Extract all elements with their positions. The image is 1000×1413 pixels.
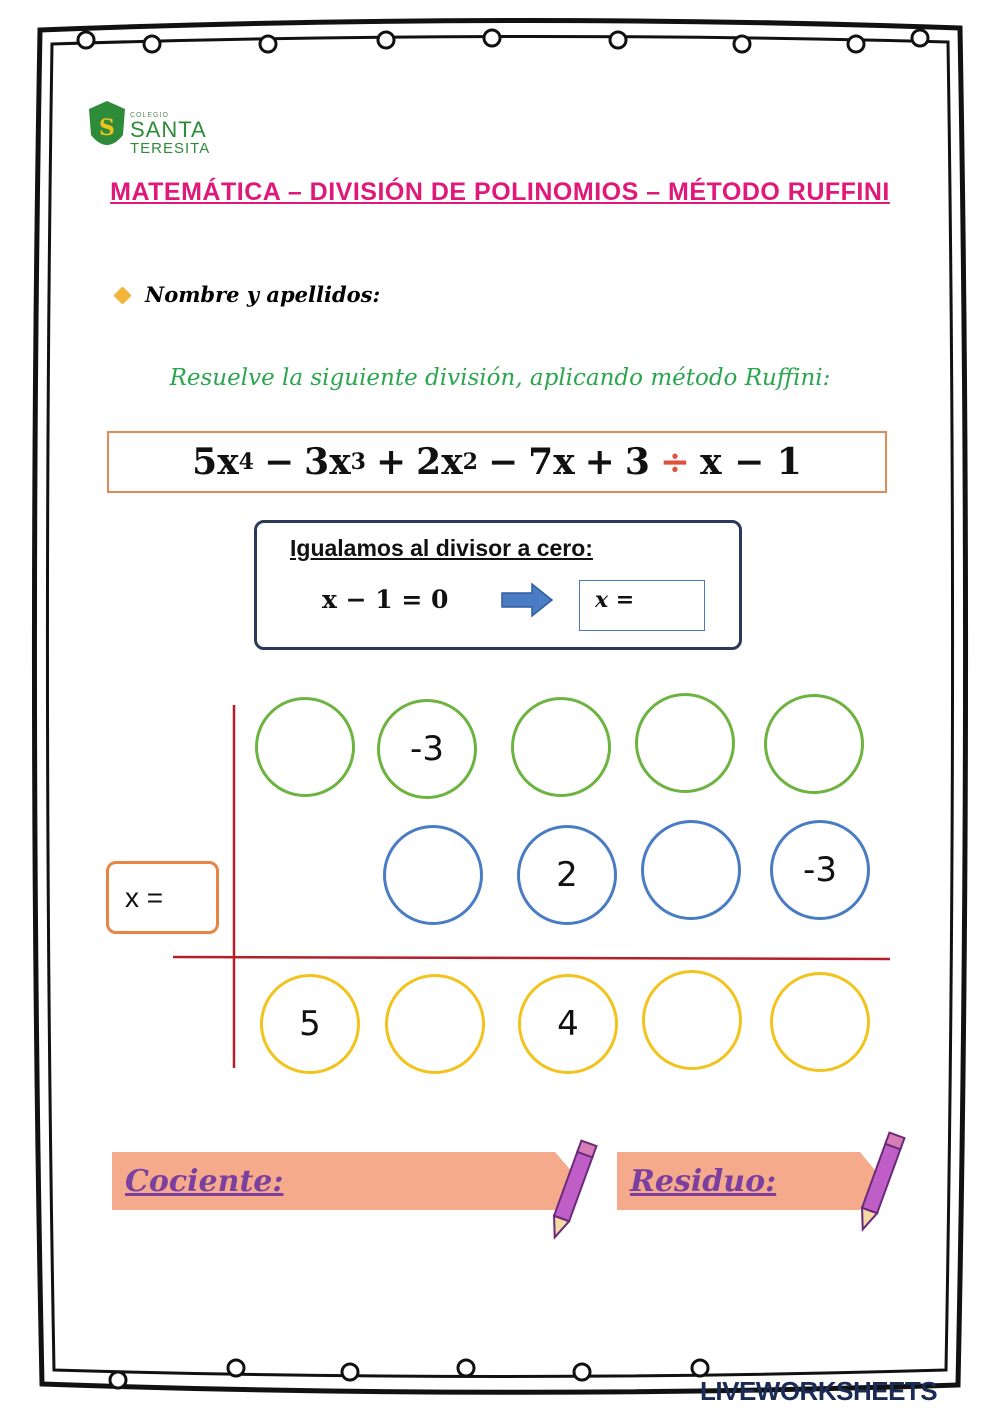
term-2: 3x: [304, 441, 351, 483]
row2-cell-3[interactable]: [641, 820, 741, 920]
watermark: LIVEWORKSHEETS: [700, 1376, 938, 1406]
row3-cell-3: 4: [518, 974, 618, 1074]
divisor-zero-equation: x − 1 = 0: [322, 585, 449, 614]
svg-text:S: S: [99, 115, 115, 141]
row3-cell-1: 5: [260, 974, 360, 1074]
row2-cell-4: -3: [770, 820, 870, 920]
row2-cell-2: 2: [517, 825, 617, 925]
op-1: −: [263, 441, 295, 483]
residuo-field[interactable]: Residuo:: [630, 1164, 777, 1199]
school-logo-icon: [87, 99, 127, 157]
row3-cell-2[interactable]: [385, 974, 485, 1074]
school-logo-text: [130, 112, 210, 156]
op-3: −: [487, 441, 519, 483]
row1-cell-4[interactable]: [635, 693, 735, 793]
term-3: 2x: [416, 441, 463, 483]
row1-cell-1[interactable]: [255, 697, 355, 797]
row2-cell-1[interactable]: [383, 825, 483, 925]
logo-line1: SANTA: [130, 117, 207, 142]
row1-cell-3[interactable]: [511, 697, 611, 797]
row1-cell-5[interactable]: [764, 694, 864, 794]
term-4: 7x: [528, 441, 575, 483]
term-1: 5x: [192, 441, 239, 483]
ruffini-root-input[interactable]: x =: [106, 861, 219, 934]
name-label: Nombre y apellidos:: [145, 282, 381, 307]
page-title: MATEMÁTICA – DIVISIÓN DE POLINOMIOS – MÉTODO RUFFINI: [110, 178, 890, 206]
root-answer-input[interactable]: x =: [579, 580, 705, 631]
divisor-zero-title: Igualamos al divisor a cero:: [290, 535, 593, 561]
divisor: x − 1: [700, 441, 802, 483]
row3-cell-5[interactable]: [770, 972, 870, 1072]
term-5: 3: [624, 441, 650, 483]
row3-cell-4[interactable]: [642, 970, 742, 1070]
instruction-text: Resuelve la siguiente división, aplicando método Ruffini:: [169, 365, 831, 391]
division-sign: ÷: [659, 441, 691, 483]
polynomial-expression: 5x 4 − 3x 3 + 2x 2 − 7x + 3 ÷ x − 1: [107, 431, 887, 493]
logo-top-text: COLEGIO: [130, 112, 169, 119]
op-2: +: [375, 441, 407, 483]
logo-line2: TERESITA: [130, 140, 211, 157]
op-4: +: [584, 441, 615, 483]
cociente-field[interactable]: Cociente:: [125, 1164, 284, 1199]
row1-cell-2: -3: [377, 699, 477, 799]
